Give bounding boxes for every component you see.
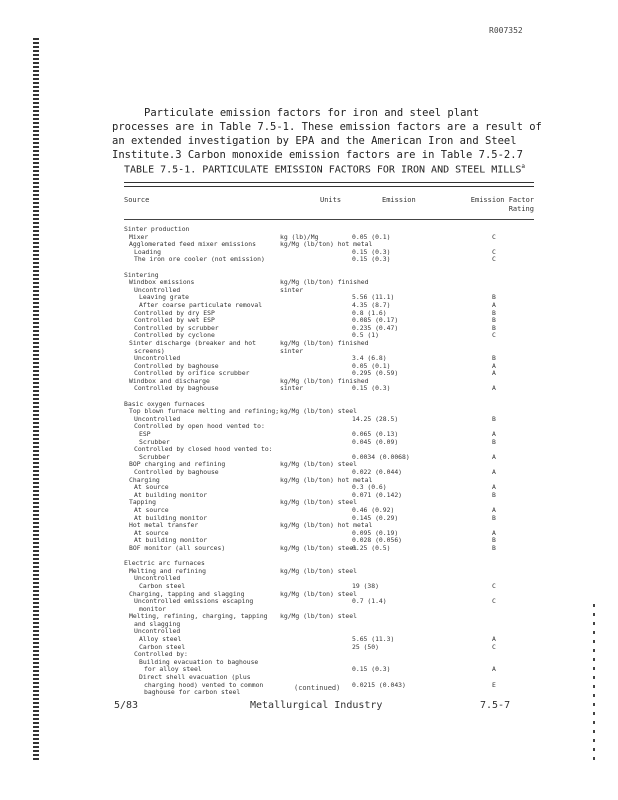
row-source: Scrubber [139, 437, 170, 446]
table-row [124, 348, 534, 356]
row-source: Controlled by wet ESP [134, 316, 215, 325]
table-row [124, 241, 534, 249]
row-emission: 0.022 (0.044) [352, 468, 403, 476]
row-rating: A [492, 361, 496, 370]
table-row [124, 477, 534, 485]
table-title-text: TABLE 7.5-1. PARTICULATE EMISSION FACTORS FOR IRON AND STEEL MILLS [124, 164, 522, 176]
row-emission: 0.0034 (0.0068) [352, 452, 410, 461]
footer-section: Metallurgical Industry [250, 700, 383, 711]
row-source: Building evacuation to baghouse [139, 657, 259, 666]
row-rating: C [492, 255, 496, 264]
row-units: kg/Mg (lb/ton) steel [280, 460, 357, 469]
row-emission: 0.045 (0.09) [352, 437, 399, 446]
row-rating: C [492, 331, 496, 340]
row-rating: A [492, 635, 496, 644]
row-source: Controlled by baghouse [134, 384, 219, 393]
row-units: sinter [280, 384, 304, 393]
row-source: Uncontrolled [134, 414, 181, 423]
document-id: R007352 [489, 26, 523, 35]
row-source: Uncontrolled [134, 627, 181, 636]
table-row [124, 408, 534, 416]
table-body [124, 226, 534, 697]
row-emission: 0.085 (0.17) [352, 316, 399, 325]
row-units: kg/Mg (lb/ton) steel [280, 612, 357, 621]
row-emission: 0.46 (0.92) [352, 505, 395, 514]
row-source: At building monitor [134, 490, 208, 499]
row-source: Carbon steel [139, 581, 186, 590]
row-source: and slagging [134, 619, 181, 628]
table-row [124, 256, 534, 264]
row-source: Uncontrolled [134, 285, 181, 294]
row-emission: 0.15 (0.3) [352, 384, 391, 393]
row-source: At source [134, 483, 169, 492]
row-source: Melting and refining [129, 566, 206, 575]
table-row [124, 431, 534, 439]
row-emission: 0.095 (0.19) [352, 528, 399, 537]
row-emission: 0.0215 (0.043) [352, 680, 406, 689]
row-units: kg/Mg (lb/ton) steel [280, 566, 357, 575]
row-source: Controlled by dry ESP [134, 308, 215, 317]
row-units: kg/Mg (lb/ton) finished [280, 338, 369, 347]
row-source: Uncontrolled [134, 354, 181, 363]
row-source: Controlled by closed hood vented to: [134, 445, 273, 454]
row-source: Scrubber [139, 452, 170, 461]
table-row [124, 340, 534, 348]
row-emission: 0.071 (0.142) [352, 490, 403, 499]
row-source: monitor [139, 604, 166, 613]
header-units: Units [320, 196, 342, 204]
table-row [124, 279, 534, 287]
row-source: The iron ore cooler (not emission) [134, 255, 265, 264]
row-source: At source [134, 505, 169, 514]
row-rating: A [492, 452, 496, 461]
row-emission: 0.028 (0.056) [352, 536, 403, 545]
row-units: kg (lb)/Mg [280, 232, 319, 241]
scan-edge-marks [593, 600, 595, 760]
row-source: Windbox and discharge [129, 376, 210, 385]
row-emission: 0.295 (0.59) [352, 369, 399, 378]
row-source: Controlled by cyclone [134, 331, 215, 340]
row-units: kg/Mg (lb/ton) steel [280, 407, 357, 416]
row-rating: C [492, 581, 496, 590]
row-rating: B [492, 293, 496, 302]
row-source: Hot metal transfer [129, 521, 199, 530]
row-units: kg/Mg (lb/ton) steel [280, 498, 357, 507]
row-units: kg/Mg (lb/ton) steel [280, 543, 357, 552]
row-source: Controlled by baghouse [134, 361, 219, 370]
row-rating: C [492, 232, 496, 241]
row-source: Charging, tapping and slagging [129, 589, 245, 598]
table-row [124, 385, 534, 393]
row-rating: A [492, 483, 496, 492]
table-row [124, 522, 534, 530]
row-emission: 5.56 (11.1) [352, 293, 395, 302]
row-emission: 5.65 (11.3) [352, 635, 395, 644]
header-rating: Emission Factor Rating [470, 196, 534, 213]
row-source: Mixer [129, 232, 149, 241]
row-units: kg/Mg (lb/ton) finished [280, 278, 369, 287]
table-top-rule [124, 182, 534, 187]
row-rating: A [492, 384, 496, 393]
table-row [124, 628, 534, 636]
header-source: Source [124, 196, 150, 204]
table-row [124, 446, 534, 454]
row-source: At source [134, 528, 169, 537]
row-source: ESP [139, 430, 151, 439]
intro-paragraph [112, 106, 542, 162]
row-rating: B [492, 354, 496, 363]
row-rating: C [492, 597, 496, 606]
row-source: BOF monitor (all sources) [129, 543, 226, 552]
row-emission: 0.8 (1.6) [352, 308, 387, 317]
row-units: kg/Mg (lb/ton) finished [280, 376, 369, 385]
row-emission: 0.05 (0.1) [352, 232, 391, 241]
row-rating: E [492, 680, 496, 689]
row-emission: 19 (38) [352, 581, 379, 590]
row-source: Top blown furnace melting and refining; [129, 407, 280, 416]
row-units: kg/Mg (lb/ton) hot metal [280, 475, 373, 484]
table-row [124, 598, 534, 606]
row-source: Basic oxygen furnaces [124, 399, 205, 408]
footer-date: 5/83 [114, 700, 139, 711]
table-row [124, 423, 534, 431]
row-source: Carbon steel [139, 642, 186, 651]
row-source: Uncontrolled [134, 574, 181, 583]
table-row [124, 613, 534, 621]
row-emission: 0.25 (0.5) [352, 543, 391, 552]
row-rating: A [492, 369, 496, 378]
row-source: At building monitor [134, 513, 208, 522]
row-source: Sintering [124, 270, 159, 279]
row-source: After coarse particulate removal [139, 300, 263, 309]
row-emission: 0.15 (0.3) [352, 247, 391, 256]
table-header-rule [124, 219, 534, 220]
row-rating: A [492, 505, 496, 514]
row-source: Windbox emissions [129, 278, 195, 287]
row-units: kg/Mg (lb/ton) hot metal [280, 521, 373, 530]
intro-text: Particulate emission factors for iron and steel plant processes are in Table 7.5-1. These emission factors are a result of an extended investigation by EPA and the American Iron and Steel Institute.3 Carbon monoxide emission factors are in Table 7.5-2.7 [112, 107, 542, 161]
row-source: baghouse for carbon steel [144, 688, 241, 697]
table-row [124, 621, 534, 629]
table-row [124, 499, 534, 507]
row-source: BOP charging and refining [129, 460, 226, 469]
row-source: for alloy steel [144, 665, 202, 674]
row-source: Direct shell evacuation (plus [139, 673, 251, 682]
row-emission: 0.7 (1.4) [352, 597, 387, 606]
row-source: Controlled by orifice scrubber [134, 369, 250, 378]
row-rating: C [492, 247, 496, 256]
row-rating: B [492, 414, 496, 423]
table-row [124, 545, 534, 553]
row-source: Controlled by: [134, 650, 188, 659]
table-row [124, 226, 534, 234]
table-header [124, 196, 534, 220]
row-rating: B [492, 316, 496, 325]
row-source: charging hood) vented to common [144, 680, 264, 689]
row-source: Loading [134, 247, 161, 256]
row-source: Sinter production [124, 225, 190, 233]
row-source: At building monitor [134, 536, 208, 545]
row-emission: 0.5 (1) [352, 331, 379, 340]
footer-page: 7.5-7 [480, 700, 511, 711]
row-source: Controlled by baghouse [134, 468, 219, 476]
row-source: Tapping [129, 498, 156, 507]
row-source: Agglomerated feed mixer emissions [129, 240, 256, 249]
table-row [124, 568, 534, 576]
row-rating: B [492, 536, 496, 545]
row-emission: 4.35 (8.7) [352, 300, 391, 309]
row-rating: B [492, 437, 496, 446]
row-emission: 0.145 (0.29) [352, 513, 399, 522]
table-title [124, 163, 525, 175]
row-source: Melting, refining, charging, tapping [129, 612, 268, 621]
row-rating: A [492, 528, 496, 537]
row-source: Electric arc furnaces [124, 559, 205, 568]
row-source: Alloy steel [139, 635, 182, 644]
row-emission: 3.4 (6.8) [352, 354, 387, 363]
row-rating: B [492, 308, 496, 317]
row-source: Charging [129, 475, 160, 484]
row-rating: B [492, 323, 496, 332]
row-units: sinter [280, 285, 304, 294]
row-source: Leaving grate [139, 293, 190, 302]
row-source: Controlled by scrubber [134, 323, 219, 332]
row-emission: 0.05 (0.1) [352, 361, 391, 370]
row-emission: 25 (50) [352, 642, 379, 651]
row-source: screens) [134, 346, 165, 355]
row-rating: A [492, 468, 496, 476]
row-source: Controlled by open hood vented to: [134, 422, 265, 431]
row-rating: A [492, 430, 496, 439]
row-rating: A [492, 665, 496, 674]
row-rating: B [492, 543, 496, 552]
table-row [124, 636, 534, 644]
row-units: sinter [280, 346, 304, 355]
table-row [124, 264, 534, 272]
row-units: kg/Mg (lb/ton) hot metal [280, 240, 373, 249]
row-rating: C [492, 642, 496, 651]
row-emission: 0.065 (0.13) [352, 430, 399, 439]
row-rating: A [492, 300, 496, 309]
row-emission: 0.3 (0.6) [352, 483, 387, 492]
row-emission: 0.235 (0.47) [352, 323, 399, 332]
continued-note: (continued) [294, 684, 341, 692]
row-source: Uncontrolled emissions escaping [134, 597, 254, 606]
row-emission: 0.15 (0.3) [352, 255, 391, 264]
table-title-footnote: a [521, 163, 525, 170]
row-emission: 14.25 (28.5) [352, 414, 399, 423]
binding-edge [33, 38, 39, 760]
row-emission: 0.15 (0.3) [352, 665, 391, 674]
row-rating: B [492, 513, 496, 522]
row-units: kg/Mg (lb/ton) steel [280, 589, 357, 598]
row-rating: B [492, 490, 496, 499]
row-source: Sinter discharge (breaker and hot [129, 338, 256, 347]
header-emission: Emission [382, 196, 416, 204]
table-row [124, 575, 534, 583]
